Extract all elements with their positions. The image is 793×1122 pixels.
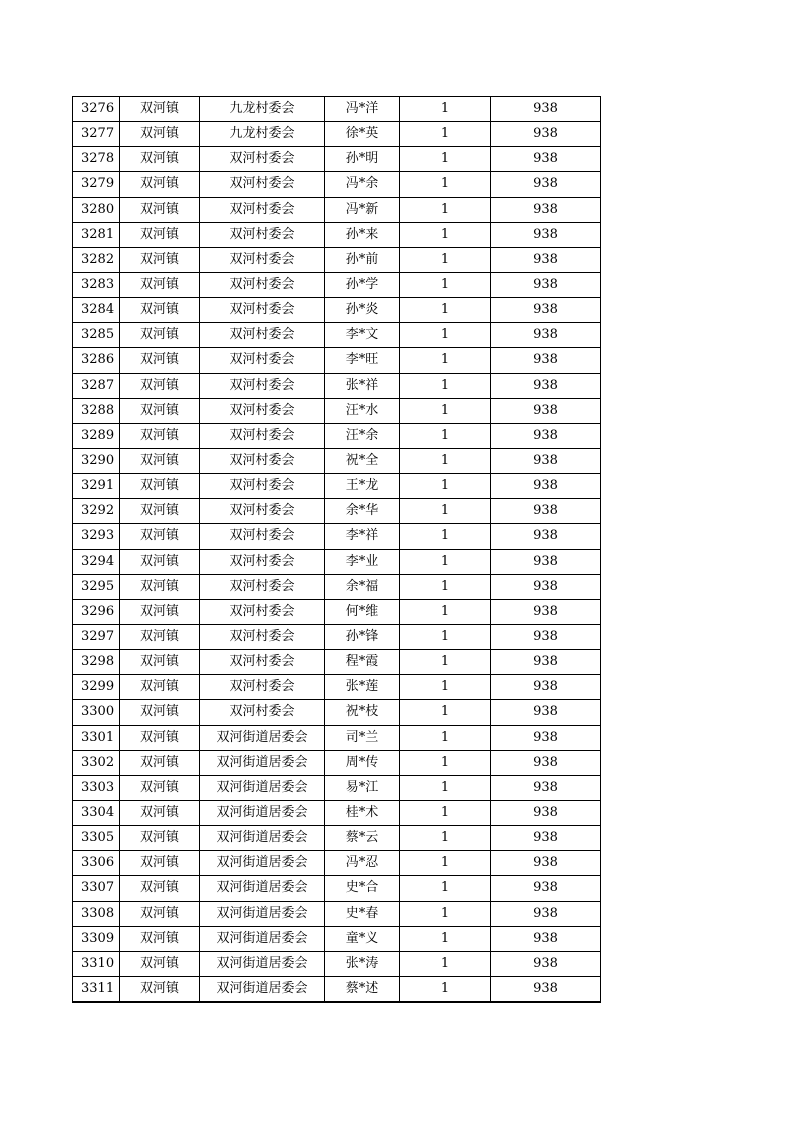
committee-cell: 双河街道居委会 — [200, 800, 325, 825]
table-row — [73, 700, 601, 725]
row-number-cell: 3289 — [73, 423, 120, 448]
committee-cell: 双河街道居委会 — [200, 876, 325, 901]
name-cell: 桂*术 — [325, 800, 400, 825]
name-cell: 何*维 — [325, 599, 400, 624]
name-cell: 冯*洋 — [325, 97, 400, 122]
count-cell: 1 — [400, 524, 491, 549]
town-cell: 双河镇 — [120, 574, 200, 599]
row-number-cell: 3293 — [73, 524, 120, 549]
count-cell: 1 — [400, 775, 491, 800]
table-row — [73, 926, 601, 951]
row-number-cell: 3286 — [73, 348, 120, 373]
table-row — [73, 222, 601, 247]
amount-cell: 938 — [491, 574, 601, 599]
amount-cell: 938 — [491, 926, 601, 951]
name-cell: 余*华 — [325, 499, 400, 524]
table-row — [73, 448, 601, 473]
count-cell: 1 — [400, 222, 491, 247]
row-number-cell: 3303 — [73, 775, 120, 800]
name-cell: 蔡*云 — [325, 826, 400, 851]
name-cell: 孙*明 — [325, 147, 400, 172]
committee-cell: 双河村委会 — [200, 700, 325, 725]
committee-cell: 双河村委会 — [200, 599, 325, 624]
count-cell: 1 — [400, 398, 491, 423]
town-cell: 双河镇 — [120, 172, 200, 197]
amount-cell: 938 — [491, 700, 601, 725]
table-row — [73, 675, 601, 700]
amount-cell: 938 — [491, 851, 601, 876]
table-row — [73, 650, 601, 675]
row-number-cell: 3310 — [73, 951, 120, 976]
count-cell: 1 — [400, 800, 491, 825]
town-cell: 双河镇 — [120, 800, 200, 825]
amount-cell: 938 — [491, 951, 601, 976]
count-cell: 1 — [400, 122, 491, 147]
town-cell: 双河镇 — [120, 851, 200, 876]
town-cell: 双河镇 — [120, 700, 200, 725]
row-number-cell: 3296 — [73, 599, 120, 624]
committee-cell: 双河村委会 — [200, 448, 325, 473]
count-cell: 1 — [400, 599, 491, 624]
town-cell: 双河镇 — [120, 448, 200, 473]
amount-cell: 938 — [491, 599, 601, 624]
table-row — [73, 624, 601, 649]
committee-cell: 双河街道居委会 — [200, 976, 325, 1002]
table-row — [73, 775, 601, 800]
name-cell: 李*文 — [325, 323, 400, 348]
amount-cell: 938 — [491, 97, 601, 122]
amount-cell: 938 — [491, 147, 601, 172]
count-cell: 1 — [400, 197, 491, 222]
amount-cell: 938 — [491, 247, 601, 272]
amount-cell: 938 — [491, 775, 601, 800]
town-cell: 双河镇 — [120, 122, 200, 147]
table-row — [73, 599, 601, 624]
town-cell: 双河镇 — [120, 826, 200, 851]
count-cell: 1 — [400, 951, 491, 976]
amount-cell: 938 — [491, 272, 601, 297]
town-cell: 双河镇 — [120, 549, 200, 574]
row-number-cell: 3309 — [73, 926, 120, 951]
table-row — [73, 851, 601, 876]
name-cell: 张*涛 — [325, 951, 400, 976]
table-row — [73, 725, 601, 750]
row-number-cell: 3277 — [73, 122, 120, 147]
amount-cell: 938 — [491, 675, 601, 700]
row-number-cell: 3280 — [73, 197, 120, 222]
amount-cell: 938 — [491, 323, 601, 348]
amount-cell: 938 — [491, 499, 601, 524]
town-cell: 双河镇 — [120, 976, 200, 1002]
name-cell: 程*霞 — [325, 650, 400, 675]
count-cell: 1 — [400, 675, 491, 700]
committee-cell: 双河村委会 — [200, 147, 325, 172]
count-cell: 1 — [400, 247, 491, 272]
name-cell: 孙*锋 — [325, 624, 400, 649]
row-number-cell: 3281 — [73, 222, 120, 247]
data-table — [72, 96, 601, 1003]
table-row — [73, 474, 601, 499]
committee-cell: 双河村委会 — [200, 574, 325, 599]
name-cell: 祝*全 — [325, 448, 400, 473]
committee-cell: 双河村委会 — [200, 348, 325, 373]
committee-cell: 双河村委会 — [200, 272, 325, 297]
count-cell: 1 — [400, 272, 491, 297]
name-cell: 徐*英 — [325, 122, 400, 147]
table-row — [73, 122, 601, 147]
count-cell: 1 — [400, 172, 491, 197]
count-cell: 1 — [400, 700, 491, 725]
town-cell: 双河镇 — [120, 474, 200, 499]
committee-cell: 双河村委会 — [200, 624, 325, 649]
name-cell: 孙*前 — [325, 247, 400, 272]
name-cell: 史*合 — [325, 876, 400, 901]
amount-cell: 938 — [491, 750, 601, 775]
town-cell: 双河镇 — [120, 398, 200, 423]
count-cell: 1 — [400, 423, 491, 448]
row-number-cell: 3288 — [73, 398, 120, 423]
count-cell: 1 — [400, 499, 491, 524]
table-row — [73, 901, 601, 926]
committee-cell: 双河村委会 — [200, 323, 325, 348]
row-number-cell: 3282 — [73, 247, 120, 272]
name-cell: 司*兰 — [325, 725, 400, 750]
committee-cell: 双河街道居委会 — [200, 826, 325, 851]
amount-cell: 938 — [491, 172, 601, 197]
row-number-cell: 3311 — [73, 976, 120, 1002]
row-number-cell: 3297 — [73, 624, 120, 649]
count-cell: 1 — [400, 549, 491, 574]
town-cell: 双河镇 — [120, 197, 200, 222]
committee-cell: 双河村委会 — [200, 172, 325, 197]
committee-cell: 双河街道居委会 — [200, 775, 325, 800]
name-cell: 李*祥 — [325, 524, 400, 549]
town-cell: 双河镇 — [120, 97, 200, 122]
amount-cell: 938 — [491, 423, 601, 448]
row-number-cell: 3291 — [73, 474, 120, 499]
town-cell: 双河镇 — [120, 373, 200, 398]
town-cell: 双河镇 — [120, 876, 200, 901]
row-number-cell: 3283 — [73, 272, 120, 297]
name-cell: 张*莲 — [325, 675, 400, 700]
amount-cell: 938 — [491, 222, 601, 247]
committee-cell: 双河村委会 — [200, 549, 325, 574]
town-cell: 双河镇 — [120, 222, 200, 247]
name-cell: 孙*来 — [325, 222, 400, 247]
table-row — [73, 97, 601, 122]
town-cell: 双河镇 — [120, 775, 200, 800]
committee-cell: 九龙村委会 — [200, 122, 325, 147]
table-body — [73, 97, 601, 1003]
table-row — [73, 172, 601, 197]
row-number-cell: 3305 — [73, 826, 120, 851]
amount-cell: 938 — [491, 624, 601, 649]
town-cell: 双河镇 — [120, 599, 200, 624]
committee-cell: 双河街道居委会 — [200, 901, 325, 926]
town-cell: 双河镇 — [120, 348, 200, 373]
committee-cell: 双河村委会 — [200, 247, 325, 272]
table-row — [73, 197, 601, 222]
row-number-cell: 3276 — [73, 97, 120, 122]
name-cell: 余*福 — [325, 574, 400, 599]
committee-cell: 双河街道居委会 — [200, 750, 325, 775]
table-row — [73, 298, 601, 323]
row-number-cell: 3295 — [73, 574, 120, 599]
town-cell: 双河镇 — [120, 423, 200, 448]
amount-cell: 938 — [491, 197, 601, 222]
town-cell: 双河镇 — [120, 901, 200, 926]
table-row — [73, 800, 601, 825]
committee-cell: 双河街道居委会 — [200, 951, 325, 976]
committee-cell: 双河村委会 — [200, 373, 325, 398]
count-cell: 1 — [400, 901, 491, 926]
town-cell: 双河镇 — [120, 272, 200, 297]
name-cell: 冯*新 — [325, 197, 400, 222]
row-number-cell: 3300 — [73, 700, 120, 725]
amount-cell: 938 — [491, 826, 601, 851]
table-row — [73, 147, 601, 172]
town-cell: 双河镇 — [120, 951, 200, 976]
count-cell: 1 — [400, 851, 491, 876]
committee-cell: 双河街道居委会 — [200, 851, 325, 876]
amount-cell: 938 — [491, 901, 601, 926]
table-row — [73, 423, 601, 448]
table-row — [73, 750, 601, 775]
table-row — [73, 323, 601, 348]
name-cell: 汪*水 — [325, 398, 400, 423]
name-cell: 孙*炎 — [325, 298, 400, 323]
table-row — [73, 373, 601, 398]
amount-cell: 938 — [491, 524, 601, 549]
row-number-cell: 3279 — [73, 172, 120, 197]
row-number-cell: 3299 — [73, 675, 120, 700]
table-row — [73, 549, 601, 574]
town-cell: 双河镇 — [120, 524, 200, 549]
town-cell: 双河镇 — [120, 499, 200, 524]
row-number-cell: 3287 — [73, 373, 120, 398]
amount-cell: 938 — [491, 398, 601, 423]
table-row — [73, 272, 601, 297]
town-cell: 双河镇 — [120, 147, 200, 172]
town-cell: 双河镇 — [120, 750, 200, 775]
row-number-cell: 3306 — [73, 851, 120, 876]
name-cell: 童*义 — [325, 926, 400, 951]
committee-cell: 双河村委会 — [200, 423, 325, 448]
town-cell: 双河镇 — [120, 650, 200, 675]
amount-cell: 938 — [491, 549, 601, 574]
name-cell: 祝*枝 — [325, 700, 400, 725]
committee-cell: 双河村委会 — [200, 675, 325, 700]
count-cell: 1 — [400, 650, 491, 675]
count-cell: 1 — [400, 97, 491, 122]
count-cell: 1 — [400, 926, 491, 951]
amount-cell: 938 — [491, 976, 601, 1002]
name-cell: 史*春 — [325, 901, 400, 926]
name-cell: 王*龙 — [325, 474, 400, 499]
town-cell: 双河镇 — [120, 247, 200, 272]
table-row — [73, 876, 601, 901]
committee-cell: 九龙村委会 — [200, 97, 325, 122]
table-row — [73, 574, 601, 599]
count-cell: 1 — [400, 826, 491, 851]
row-number-cell: 3307 — [73, 876, 120, 901]
row-number-cell: 3285 — [73, 323, 120, 348]
committee-cell: 双河村委会 — [200, 499, 325, 524]
name-cell: 冯*余 — [325, 172, 400, 197]
row-number-cell: 3308 — [73, 901, 120, 926]
name-cell: 张*祥 — [325, 373, 400, 398]
row-number-cell: 3298 — [73, 650, 120, 675]
count-cell: 1 — [400, 448, 491, 473]
amount-cell: 938 — [491, 373, 601, 398]
committee-cell: 双河村委会 — [200, 197, 325, 222]
name-cell: 李*业 — [325, 549, 400, 574]
amount-cell: 938 — [491, 122, 601, 147]
name-cell: 周*传 — [325, 750, 400, 775]
count-cell: 1 — [400, 574, 491, 599]
table-row — [73, 499, 601, 524]
count-cell: 1 — [400, 373, 491, 398]
count-cell: 1 — [400, 348, 491, 373]
committee-cell: 双河村委会 — [200, 524, 325, 549]
row-number-cell: 3302 — [73, 750, 120, 775]
row-number-cell: 3294 — [73, 549, 120, 574]
town-cell: 双河镇 — [120, 323, 200, 348]
count-cell: 1 — [400, 147, 491, 172]
amount-cell: 938 — [491, 800, 601, 825]
table-row — [73, 976, 601, 1002]
committee-cell: 双河街道居委会 — [200, 926, 325, 951]
row-number-cell: 3292 — [73, 499, 120, 524]
count-cell: 1 — [400, 725, 491, 750]
table-row — [73, 398, 601, 423]
count-cell: 1 — [400, 323, 491, 348]
amount-cell: 938 — [491, 876, 601, 901]
name-cell: 孙*学 — [325, 272, 400, 297]
town-cell: 双河镇 — [120, 926, 200, 951]
name-cell: 李*旺 — [325, 348, 400, 373]
name-cell: 汪*余 — [325, 423, 400, 448]
amount-cell: 938 — [491, 474, 601, 499]
town-cell: 双河镇 — [120, 725, 200, 750]
town-cell: 双河镇 — [120, 298, 200, 323]
table-row — [73, 524, 601, 549]
count-cell: 1 — [400, 876, 491, 901]
name-cell: 蔡*述 — [325, 976, 400, 1002]
amount-cell: 938 — [491, 725, 601, 750]
committee-cell: 双河村委会 — [200, 650, 325, 675]
count-cell: 1 — [400, 298, 491, 323]
committee-cell: 双河村委会 — [200, 298, 325, 323]
row-number-cell: 3304 — [73, 800, 120, 825]
committee-cell: 双河村委会 — [200, 222, 325, 247]
table-row — [73, 826, 601, 851]
table-row — [73, 247, 601, 272]
name-cell: 冯*忍 — [325, 851, 400, 876]
amount-cell: 938 — [491, 650, 601, 675]
committee-cell: 双河街道居委会 — [200, 725, 325, 750]
amount-cell: 938 — [491, 298, 601, 323]
count-cell: 1 — [400, 624, 491, 649]
count-cell: 1 — [400, 474, 491, 499]
committee-cell: 双河村委会 — [200, 398, 325, 423]
table-row — [73, 951, 601, 976]
table-row — [73, 348, 601, 373]
amount-cell: 938 — [491, 448, 601, 473]
town-cell: 双河镇 — [120, 624, 200, 649]
amount-cell: 938 — [491, 348, 601, 373]
row-number-cell: 3278 — [73, 147, 120, 172]
row-number-cell: 3284 — [73, 298, 120, 323]
row-number-cell: 3301 — [73, 725, 120, 750]
row-number-cell: 3290 — [73, 448, 120, 473]
name-cell: 易*江 — [325, 775, 400, 800]
count-cell: 1 — [400, 976, 491, 1002]
town-cell: 双河镇 — [120, 675, 200, 700]
committee-cell: 双河村委会 — [200, 474, 325, 499]
count-cell: 1 — [400, 750, 491, 775]
